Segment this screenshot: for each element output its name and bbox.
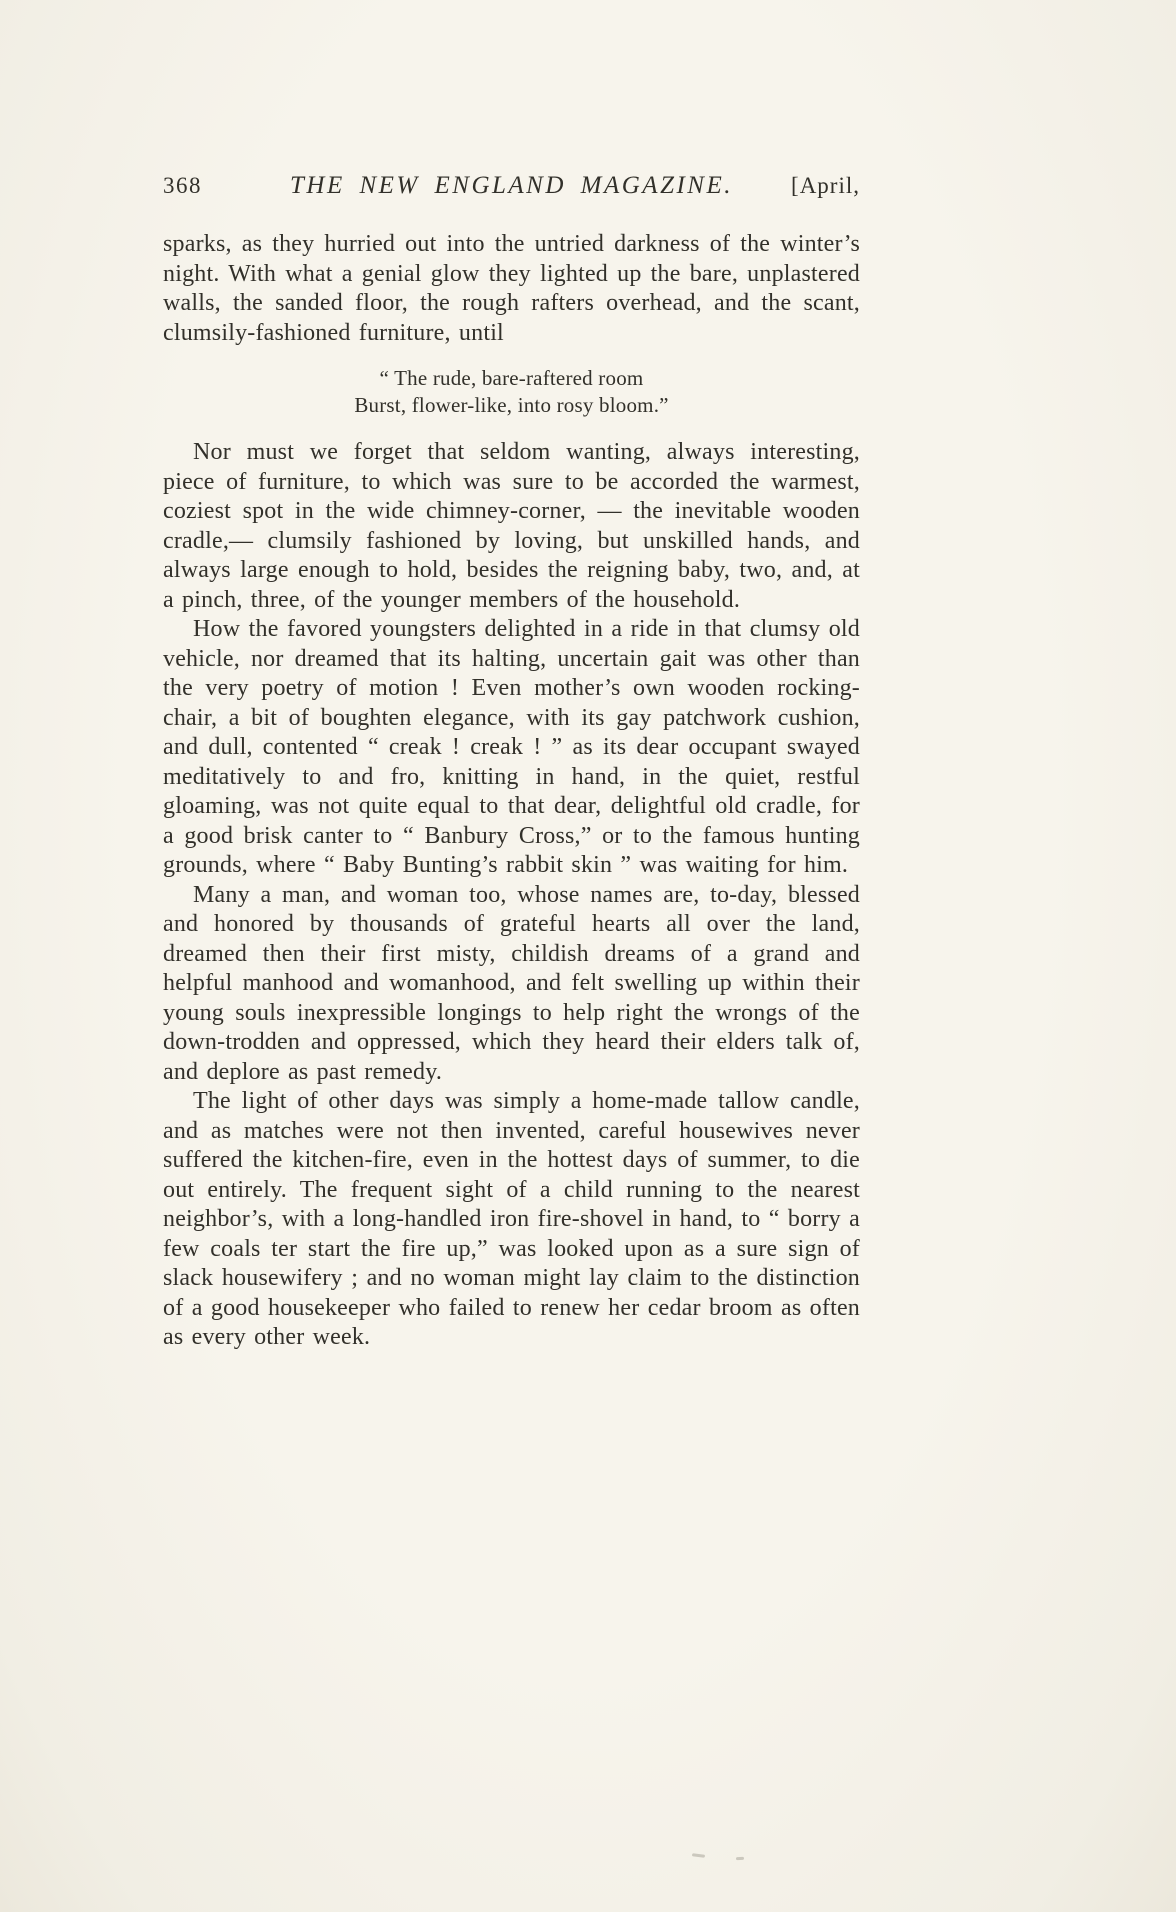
page-header [163, 172, 860, 200]
page-number: 368 [163, 173, 202, 198]
verse-quote [163, 365, 860, 419]
paragraph: Nor must we forget that seldom wanting, always interesting, piece of furniture, to which was sure to be accorded the warmest, coziest spot in the wide chimney-corner, — the inevitable wooden cradle,— clumsily fashioned by loving, but unskilled hands, and always large enough to hold, besides the reigning baby, two, and, at a pinch, three, of the younger members of the household. [163, 439, 860, 613]
scan-artifact [692, 1853, 705, 1858]
paragraph-opening: sparks, as they hurried out into the untried darkness of the winter’s night. With what a genial glow they lighted up the bare, unplastered walls, the sanded floor, the rough rafters overhead, and the scant, clumsily-fashioned furniture, until [163, 231, 860, 346]
paragraph: Many a man, and woman too, whose names are, to-day, blessed and honored by thousands of grateful hearts all over the land, dreamed then their first misty, childish dreams of a grand and helpful manhood and womanhood, and felt swelling up within their young souls inexpressible longings to help right the wrongs of the down-trodden and oppressed, which they heard their elders talk of, and deplore as past remedy. [163, 881, 860, 1085]
verse-line-2: Burst, flower-like, into rosy bloom.” [354, 393, 669, 417]
issue-date: [April, [791, 173, 860, 198]
scan-artifact [736, 1857, 744, 1861]
verse-line-1: “ The rude, bare-raftered room [379, 366, 644, 390]
paragraph: The light of other days was simply a home-made tallow candle, and as matches were not then invented, careful housewives never suffered the kitchen-fire, even in the hottest days of summer, to die out entirely. The frequent sight of a child running to the nearest neighbor’s, with a long-handled iron fire-shovel in hand, to “ borry a few coals ter start the fire up,” was looked upon as a sure sign of slack housewifery ; and no woman might lay claim to the distinction of a good housekeeper who failed to renew her cedar broom as often as every other week. [163, 1088, 860, 1350]
journal-title: THE NEW ENGLAND MAGAZINE. [290, 172, 733, 199]
text-column [163, 172, 860, 1353]
paragraph: How the favored youngsters delighted in a ride in that clumsy old vehicle, nor dreamed that its halting, uncertain gait was other than the very poetry of motion ! Even mother’s own wooden rocking-chair, a bit of boughten elegance, with its gay patchwork cushion, and dull, contented “ creak ! creak ! ” as its dear occupant swayed meditatively to and fro, knitting in hand, in the quiet, restful gloaming, was not quite equal to that dear, delightful old cradle, for a good brisk canter to “ Banbury Cross,” or to the famous hunting grounds, where “ Baby Bunting’s rabbit skin ” was waiting for him. [163, 616, 860, 878]
